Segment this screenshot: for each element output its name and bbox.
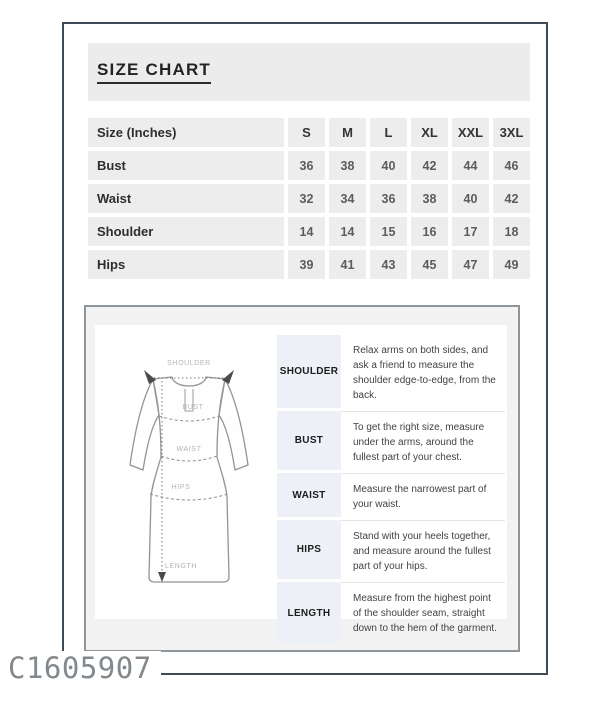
cell-value: 47 xyxy=(452,250,489,279)
guide-label: HIPS xyxy=(277,520,341,582)
cell-value: 38 xyxy=(411,184,448,213)
guide-row-waist xyxy=(277,473,505,520)
size-col-xxl: XXL xyxy=(452,118,489,147)
guide-text: Relax arms on both sides, and ask a friend to measure the shoulder edge-to-edge, from the back. xyxy=(353,345,496,401)
cell-value: 18 xyxy=(493,217,530,246)
table-row-waist xyxy=(88,184,530,213)
row-label: Hips xyxy=(88,250,284,279)
dress-diagram xyxy=(117,345,275,619)
guide-label: LENGTH xyxy=(277,582,341,644)
guide-text: To get the right size, measure under the arms, around the fullest part of your chest. xyxy=(341,411,505,473)
size-col-m: M xyxy=(329,118,366,147)
guide-text: Measure the narrowest part of your waist. xyxy=(341,473,505,520)
measuring-guide-content xyxy=(95,325,507,634)
size-col-3xl: 3XL xyxy=(493,118,530,147)
cell-value: 49 xyxy=(493,250,530,279)
cell-value: 32 xyxy=(288,184,325,213)
diagram-bust-label: BUST xyxy=(182,404,204,411)
cell-value: 43 xyxy=(370,250,407,279)
size-col-l: L xyxy=(370,118,407,147)
measure-instructions-table xyxy=(277,335,505,634)
cell-value: 39 xyxy=(288,250,325,279)
guide-text: Stand with your heels together, and measure around the fullest part of your hips. xyxy=(341,520,505,582)
size-col-xl: XL xyxy=(411,118,448,147)
cell-value: 38 xyxy=(329,151,366,180)
cell-value: 34 xyxy=(329,184,366,213)
cell-value: 36 xyxy=(288,151,325,180)
cell-value: 14 xyxy=(329,217,366,246)
product-code: C1605907 xyxy=(4,651,161,688)
size-table xyxy=(88,118,530,279)
row-label: Shoulder xyxy=(88,217,284,246)
page-title: SIZE CHART xyxy=(97,60,211,84)
table-row-bust xyxy=(88,151,530,180)
table-row-hips xyxy=(88,250,530,279)
size-col-s: S xyxy=(288,118,325,147)
guide-label: WAIST xyxy=(277,473,341,520)
guide-label: BUST xyxy=(277,411,341,473)
left-sleeve xyxy=(130,379,159,470)
cell-value: 41 xyxy=(329,250,366,279)
cell-value: 45 xyxy=(411,250,448,279)
diagram-shoulder-label: SHOULDER xyxy=(167,360,211,367)
cell-value: 44 xyxy=(452,151,489,180)
kurti-sketch-icon xyxy=(117,345,267,595)
guide-label: SHOULDER xyxy=(277,335,341,411)
table-row-shoulder xyxy=(88,217,530,246)
guide-row-hips xyxy=(277,520,505,582)
size-chart-header-band xyxy=(88,43,530,101)
row-label: Waist xyxy=(88,184,284,213)
cell-value: 15 xyxy=(370,217,407,246)
cell-value: 16 xyxy=(411,217,448,246)
right-sleeve xyxy=(219,379,248,470)
cell-value: 40 xyxy=(370,151,407,180)
cell-value: 14 xyxy=(288,217,325,246)
size-table-header-row xyxy=(88,118,530,147)
diagram-length-label: LENGTH xyxy=(165,563,197,570)
guide-row-shoulder xyxy=(277,335,505,411)
cell-value: 36 xyxy=(370,184,407,213)
cell-value: 42 xyxy=(493,184,530,213)
guide-text: Measure from the highest point of the shoulder seam, straight down to the hem of the garment. xyxy=(341,582,505,644)
diagram-hips-label: HIPS xyxy=(171,484,191,491)
guide-row-bust xyxy=(277,411,505,473)
chart-frame xyxy=(62,22,548,675)
cell-value: 17 xyxy=(452,217,489,246)
cell-value: 46 xyxy=(493,151,530,180)
cell-value: 40 xyxy=(452,184,489,213)
cell-value: 42 xyxy=(411,151,448,180)
diagram-waist-label: WAIST xyxy=(176,446,202,453)
size-table-header-label: Size (Inches) xyxy=(88,118,284,147)
row-label: Bust xyxy=(88,151,284,180)
measuring-guide-panel xyxy=(84,305,520,652)
guide-row-length xyxy=(277,582,505,644)
